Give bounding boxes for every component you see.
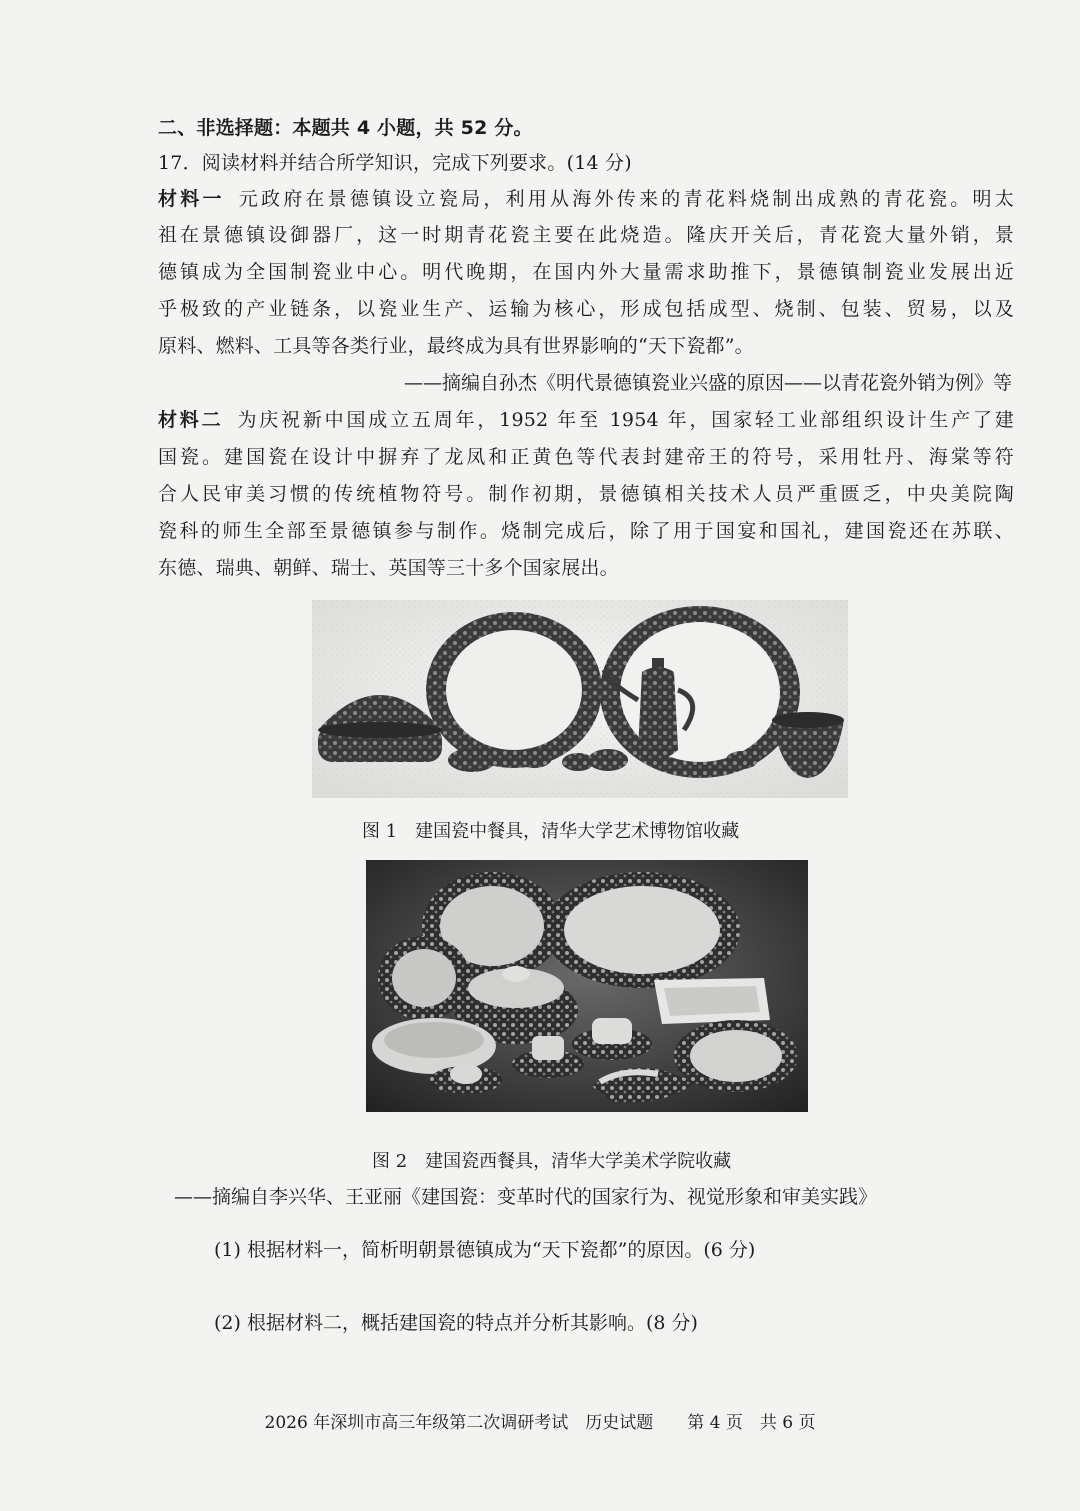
material2-line-5: 东德、瑞典、朝鲜、瑞士、英国等三十多个国家展出。 xyxy=(158,557,619,579)
figure2-tableware-image xyxy=(366,860,808,1112)
section-title: 二、非选择题：本题共 4 小题，共 52 分。 xyxy=(158,117,533,139)
subquestion-2: (2) 根据材料二，概括建国瓷的特点并分析其影响。(8 分) xyxy=(214,1312,698,1334)
figure1-photo xyxy=(312,600,848,798)
figure1-tableware-image xyxy=(312,600,848,798)
material1-line-4: 乎极致的产业链条，以瓷业生产、运输为核心，形成包括成型、烧制、包装、贸易，以及 xyxy=(158,298,1014,320)
figure1-caption: 图 1 建国瓷中餐具，清华大学艺术博物馆收藏 xyxy=(362,821,740,842)
figure2-photo xyxy=(366,860,808,1112)
figures-source: ——摘编自李兴华、王亚丽《建国瓷：变革时代的国家行为、视觉形象和审美实践》 xyxy=(174,1186,878,1208)
material2-line-1: 材料二 为庆祝新中国成立五周年，1952 年至 1954 年，国家轻工业部组织设计生产了建 xyxy=(158,409,1014,431)
material1-line-5: 原料、燃料、工具等各类行业，最终成为具有世界影响的“天下瓷都”。 xyxy=(158,335,754,357)
figure2-caption: 图 2 建国瓷西餐具，清华大学美术学院收藏 xyxy=(372,1151,732,1172)
material1-line-3: 德镇成为全国制瓷业中心。明代晚期，在国内外大量需求助推下，景德镇制瓷业发展出近 xyxy=(158,261,1014,283)
page-footer: 2026 年深圳市高三年级第二次调研考试 历史试题 第 4 页 共 6 页 xyxy=(264,1413,816,1433)
subquestion-1: (1) 根据材料一，简析明朝景德镇成为“天下瓷都”的原因。(6 分) xyxy=(214,1239,756,1261)
material2-line-4: 瓷科的师生全部至景德镇参与制作。烧制完成后，除了用于国宴和国礼，建国瓷还在苏联、 xyxy=(158,520,1014,542)
question-stem: 17．阅读材料并结合所学知识，完成下列要求。(14 分) xyxy=(158,152,632,174)
material1-line-2: 祖在景德镇设御器厂，这一时期青花瓷主要在此烧造。隆庆开关后，青花瓷大量外销，景 xyxy=(158,224,1014,246)
material2-label: 材料二 xyxy=(158,409,224,431)
material1-source: ——摘编自孙杰《明代景德镇瓷业兴盛的原因——以青花瓷外销为例》等 xyxy=(403,372,1012,394)
material1-label: 材料一 xyxy=(158,188,225,210)
material2-line-2: 国瓷。建国瓷在设计中摒弃了龙凤和正黄色等代表封建帝王的符号，采用牡丹、海棠等符 xyxy=(158,446,1014,468)
material1-line-1: 材料一 元政府在景德镇设立瓷局，利用从海外传来的青花料烧制出成熟的青花瓷。明太 xyxy=(158,188,1014,210)
material2-line-3: 合人民审美习惯的传统植物符号。制作初期，景德镇相关技术人员严重匮乏，中央美院陶 xyxy=(158,483,1014,505)
